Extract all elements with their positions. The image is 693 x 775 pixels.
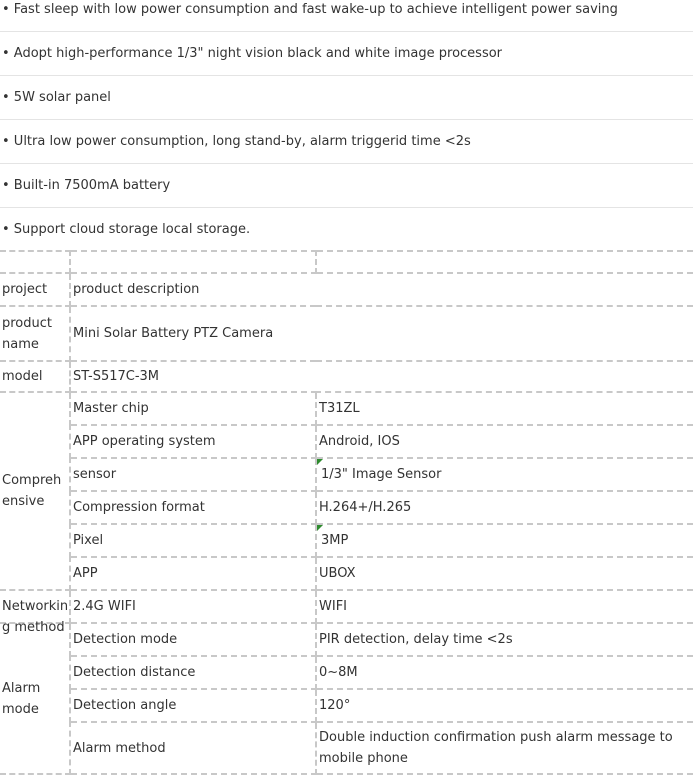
table-row bbox=[0, 251, 693, 273]
table-row bbox=[0, 557, 693, 590]
spec-value: UBOX bbox=[316, 557, 693, 590]
table-row bbox=[0, 361, 693, 392]
table-row bbox=[0, 590, 693, 623]
spec-item: Detection mode bbox=[70, 623, 316, 656]
spec-value: H.264+/H.265 bbox=[316, 491, 693, 524]
model-label: model bbox=[0, 361, 70, 392]
spec-item: APP bbox=[70, 557, 316, 590]
table-row bbox=[0, 306, 693, 361]
spec-item: Alarm method bbox=[70, 722, 316, 774]
feature-item: • Ultra low power consumption, long stand-by, alarm triggerid time <2s bbox=[0, 120, 693, 164]
spec-item: Compression format bbox=[70, 491, 316, 524]
feature-item: • 5W solar panel bbox=[0, 76, 693, 120]
spec-value: Android, IOS bbox=[316, 425, 693, 458]
spec-item: 2.4G WIFI bbox=[70, 590, 316, 623]
project-header: project bbox=[0, 273, 70, 306]
table-row bbox=[0, 623, 693, 656]
empty-cell bbox=[0, 251, 70, 273]
product-name-label: product name bbox=[0, 306, 70, 361]
product-name-value: Mini Solar Battery PTZ Camera bbox=[70, 306, 693, 361]
spec-item: APP operating system bbox=[70, 425, 316, 458]
spec-item: Detection angle bbox=[70, 689, 316, 722]
spec-value: Double induction confirmation push alarm message to mobile phone bbox=[316, 722, 693, 774]
spec-item: sensor bbox=[70, 458, 316, 491]
alarm-label: Alarm mode bbox=[0, 623, 70, 774]
model-value: ST-S517C-3M bbox=[70, 361, 693, 392]
networking-label-text: Networking method bbox=[2, 599, 69, 635]
empty-cell bbox=[316, 251, 693, 273]
description-header: product description bbox=[70, 273, 693, 306]
spec-item: Detection distance bbox=[70, 656, 316, 689]
spec-value: 0~8M bbox=[316, 656, 693, 689]
comment-marker-icon bbox=[317, 459, 323, 465]
spec-value: PIR detection, delay time <2s bbox=[316, 623, 693, 656]
feature-list bbox=[0, 0, 693, 251]
empty-cell bbox=[70, 251, 316, 273]
comprehensive-label: Comprehensive bbox=[0, 392, 70, 590]
table-row bbox=[0, 273, 693, 306]
table-row bbox=[0, 392, 693, 425]
table-row bbox=[0, 524, 693, 557]
feature-item: • Support cloud storage local storage. bbox=[2, 222, 251, 237]
spec-item: Pixel bbox=[70, 524, 316, 557]
spec-value-text: 3MP bbox=[321, 533, 349, 548]
spec-item: Master chip bbox=[70, 392, 316, 425]
table-row bbox=[0, 656, 693, 689]
feature-item: • Adopt high-performance 1/3" night vision black and white image processor bbox=[0, 32, 693, 76]
feature-item: • Built-in 7500mA battery bbox=[0, 164, 693, 208]
spec-value: T31ZL bbox=[316, 392, 693, 425]
spec-table bbox=[0, 250, 693, 775]
table-row bbox=[0, 425, 693, 458]
networking-label bbox=[0, 590, 70, 635]
table-row bbox=[0, 491, 693, 524]
comment-marker-icon bbox=[317, 525, 323, 531]
spec-value bbox=[316, 524, 693, 557]
table-row bbox=[0, 458, 693, 491]
spec-value: WIFI bbox=[316, 590, 693, 623]
table-row bbox=[0, 689, 693, 722]
spec-value-text: 1/3" Image Sensor bbox=[321, 467, 442, 482]
feature-item: • Fast sleep with low power consumption and fast wake-up to achieve intelligent power saving bbox=[0, 0, 693, 32]
spec-value: 120° bbox=[316, 689, 693, 722]
spec-value bbox=[316, 458, 693, 491]
table-row bbox=[0, 722, 693, 774]
